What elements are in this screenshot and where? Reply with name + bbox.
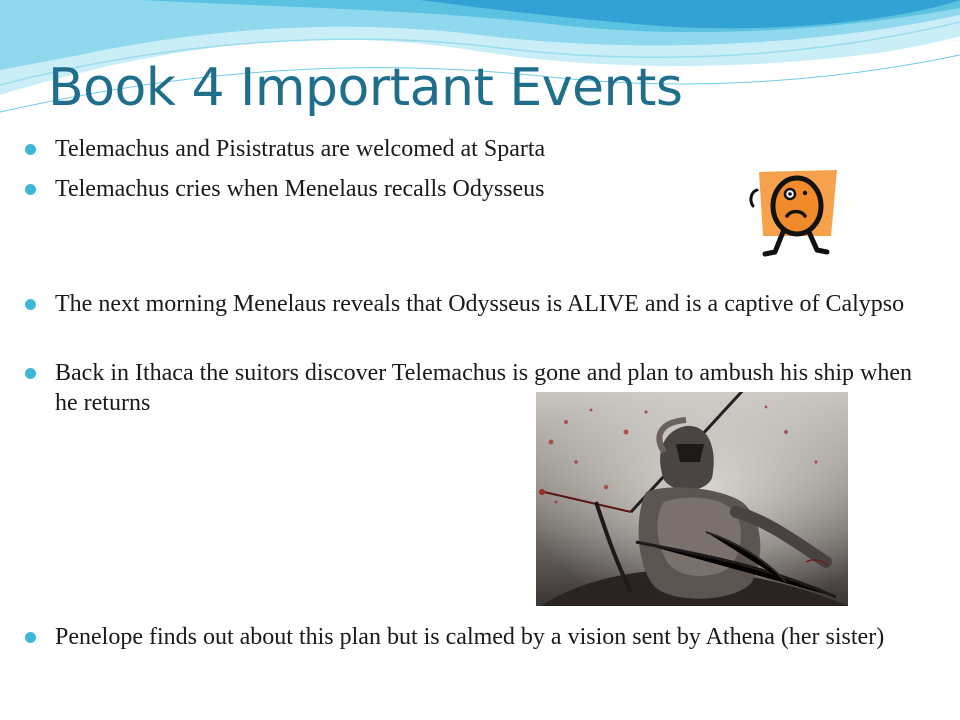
bullet-dot <box>25 299 36 310</box>
sad-cartoon-figure-image <box>745 166 845 266</box>
bullet-dot <box>25 144 36 155</box>
slide-title: Book 4 Important Events <box>48 58 683 118</box>
bullet-text: Telemachus cries when Menelaus recalls Odysseus <box>55 176 545 202</box>
bullet-text: The next morning Menelaus reveals that Odysseus is ALIVE and is a captive of Calypso <box>55 291 905 317</box>
bullet-dot <box>25 632 36 643</box>
bullet-text: Penelope finds out about this plan but is calmed by a vision sent by Athena (her sister) <box>55 624 885 650</box>
bullet-item <box>55 622 925 652</box>
bullet-text: Back in Ithaca the suitors discover Telemachus is gone and plan to ambush his ship when he returns <box>55 360 913 416</box>
bullet-dot <box>25 368 36 379</box>
bullet-item <box>55 174 735 204</box>
bullet-item <box>55 289 925 319</box>
bullet-dot <box>25 184 36 195</box>
spartan-warrior-image <box>536 392 848 606</box>
bullet-text: Telemachus and Pisistratus are welcomed at Sparta <box>55 136 546 162</box>
bullet-item <box>55 134 755 164</box>
